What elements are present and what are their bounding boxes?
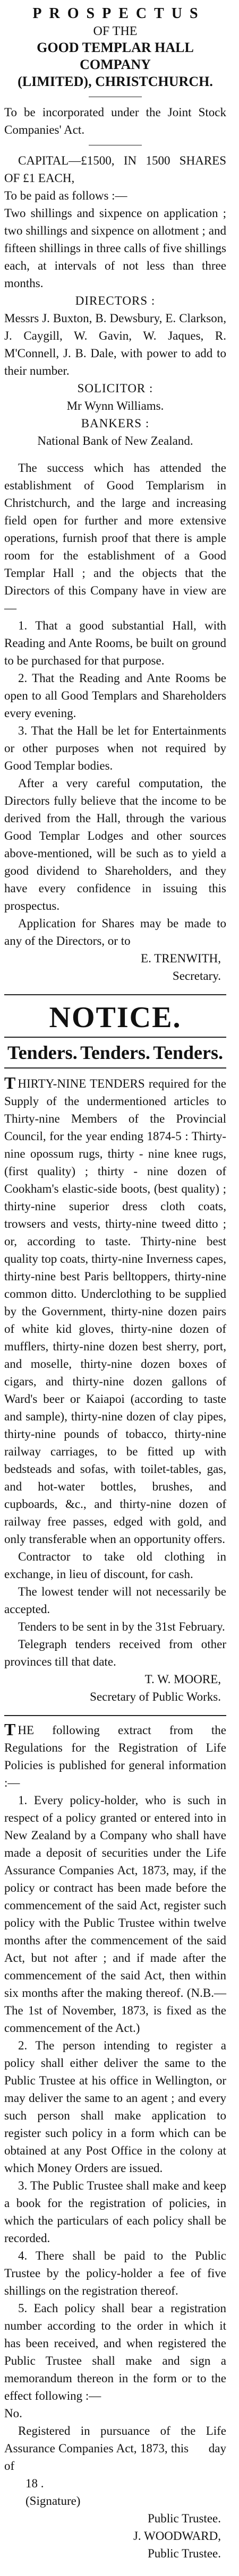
life-policies-regulations: [4, 1721, 226, 2562]
tenders-body: [4, 1075, 226, 1548]
form-day-of: day of: [4, 2442, 226, 2472]
regulation-4: 4. There shall be paid to the Public Trustee by the policy-holder a fee of five shillings on the registration thereof.: [4, 2249, 226, 2297]
capital-line: CAPITAL—£1500, IN 1500 SHARES OF £1 EACH,: [4, 154, 226, 185]
of-the-line: OF THE: [93, 24, 138, 38]
form-text: [4, 2422, 226, 2475]
divider: [4, 1037, 226, 1038]
paid-as-follows: To be paid as follows :—: [4, 189, 127, 202]
regulation-5: 5. Each policy shall bear a registration number according to the order in which it has been received, and when registered the Public Trustee shall make and sign a memorandum thereon in the form or to the effect following :—: [4, 2302, 226, 2402]
regulations-signatory: J. WOODWARD,: [133, 2529, 221, 2543]
form-signature-line: (Signature): [25, 2494, 81, 2508]
directors-list: Messrs J. Buxton, B. Dewsbury, E. Clarkson, J. Caygill, W. Gavin, W. Jaques, R. M'Connell, J. B. Dale, with power to add to their number.: [4, 312, 226, 377]
regulation-2: 2. The person intending to register a policy shall either deliver the same to the Public Trustee at his office in Wellington, or may deliver the same to an agent ; and every such person shall make application to register such policy in a form which can be obtained at any Post Office in the colony at which Money Orders are issued.: [4, 2039, 226, 2175]
regulations-signatory-title: Public Trustee.: [147, 2547, 221, 2560]
prospectus-signatory-title: Secretary.: [172, 969, 221, 983]
lowest-tender-note: The lowest tender will not necessarily be accepted.: [4, 1585, 226, 1616]
solicitor-name: Mr Wynn Williams.: [66, 399, 164, 412]
telegraph-note: Telegraph tenders received from other provinces till that date.: [4, 1638, 226, 1668]
form-text-main: Registered in pursuance of the Life Assurance Companies Act, 1873, this: [4, 2424, 226, 2455]
tenders-word: Tenders.: [80, 1042, 150, 1063]
regulations-intro-text: HE following extract from the Regulations for the Registration of Life Policies is published for general information :—: [4, 1724, 226, 1789]
objective-1: 1. That a good substantial Hall, with Reading and Ante Rooms, be built on ground to be purchased for that purpose.: [4, 619, 226, 667]
section-divider: [4, 994, 226, 995]
contractor-note: Contractor to take old clothing in exchange, in lieu of discount, for cash.: [4, 1550, 226, 1581]
regulations-intro: [4, 1721, 226, 1791]
drop-capital: T: [4, 1073, 16, 1092]
bankers-label: BANKERS :: [81, 417, 150, 430]
divider: [4, 1067, 226, 1069]
company-name-line2: (LIMITED), CHRISTCHURCH.: [18, 74, 213, 89]
prospectus-signatory: E. TRENWITH,: [141, 952, 221, 965]
regulation-1: 1. Every policy-holder, who is such in respect of a policy granted or entered into in New Zealand by a Company who shall have made a deposit of securities under the Life Assurance Companies Act, 1873, may, if the policy or contract has been made before the commencement of the said Act, register such policy with the Public Trustee within twelve months after the commencement of the said Act, but not after ; and if made after the commencement of the said Act, then within six months after the making thereof. (N.B.—The 1st of November, 1873, is fixed as the commencement of the Act.): [4, 1794, 226, 2035]
prospectus-advertisement: [4, 4, 226, 985]
incorporation-note: To be incorporated under the Joint Stock Companies' Act.: [4, 106, 226, 136]
intro-paragraph: The success which has attended the establishment of Good Templarism in Christchurch, and the large and increasing field open for further and more extensive operations, furnish proof that there is ample room for the establishment of a Good Templar Hall ; and the objects that the Directors of this Company have in view are—: [4, 461, 226, 615]
solicitor-label: SOLICITOR :: [77, 382, 153, 395]
objective-3: 3. That the Hall be let for Entertainments or other purposes when not required by Good Templar bodies.: [4, 724, 226, 772]
notice-heading: NOTICE.: [49, 1001, 182, 1034]
notice-signatory: T. W. MOORE,: [144, 1673, 221, 1686]
regulation-3: 3. The Public Trustee shall make and keep a book for the registration of policies, in which the particulars of each policy shall be recorded.: [4, 2179, 226, 2245]
form-year: 18 .: [25, 2477, 44, 2490]
application-note: Application for Shares may be made to any of the Directors, or to: [4, 917, 226, 947]
notice-signatory-title: Secretary of Public Works.: [90, 1690, 221, 1703]
prospectus-heading: PROSPECTUS: [32, 5, 206, 22]
bankers-name: National Bank of New Zealand.: [37, 434, 193, 447]
form-role: Public Trustee.: [147, 2512, 221, 2525]
tenders-word: Tenders.: [153, 1042, 223, 1063]
company-name-line1: GOOD TEMPLAR HALL COMPANY: [37, 40, 194, 72]
drop-capital: T: [4, 1720, 16, 1739]
tenders-notice: [4, 1001, 226, 1705]
payment-terms: Two shillings and sixpence on application ; two shillings and sixpence on allotment ; and fifteen shillings in three calls of five shillings each, at intervals of not less than three months.: [4, 206, 226, 290]
tenders-word: Tenders.: [7, 1042, 78, 1063]
objective-2: 2. That the Reading and Ante Rooms be open to all Good Templars and Shareholders every evening.: [4, 671, 226, 720]
send-by-note: Tenders to be sent in by the 31st February.: [18, 1620, 225, 1633]
tenders-banner: [4, 1040, 226, 1065]
conclusion-paragraph: After a very careful computation, the Directors fully believe that the income to be derived from the Hall, through the various Good Templar Lodges and other sources above-mentioned, will be such as to yield a good dividend to Shareholders, and they have every confidence in issuing this prospectus.: [4, 777, 226, 912]
form-day-blank: [192, 2442, 208, 2455]
form-number: No.: [4, 2407, 22, 2420]
tenders-body-text: HIRTY-NINE TENDERS required for the Supply of the undermentioned articles to Thirty-nine Members of the Provincial Council, for the year ending 1874-5 : Thirty-nine opossum rugs, thirty - nine knee rugs, (first quality) ; thirty - nine dozen of Cookham's elastic-side boots, (best quality) ; thirty-nine superior dress cloth coats, trowsers and vests, thirty-nine tweed ditto ; or, according to taste. Thirty-nine best quality top coats, thirty-nine Inverness capes, thirty-nine best Paris belltoppers, thirty-nine common ditto. Underclothing to be supplied by the Government, thirty-nine dozen pairs of white kid gloves, thirty-nine dozen of mufflers, thirty-nine dozen best sherry, port, and moselle, thirty-nine dozen boxes of cigars, and thirty-nine dozen gallons of Ward's beer or Kaiapoi (according to taste and sample), thirty-nine dozen of clay pipes, thirty-nine pounds of tobacco, thirty-nine railway carriages, to be fitted up with bedsteads and sofas, with toilet-tables, gas, and hot-water bottles, brushes, and cupboards, &c., and thirty-nine dozen of railway free passes, edged with gold, and only transferable when an opportunity offers.: [4, 1077, 226, 1546]
directors-label: DIRECTORS :: [75, 294, 156, 307]
section-divider: [4, 1715, 226, 1716]
